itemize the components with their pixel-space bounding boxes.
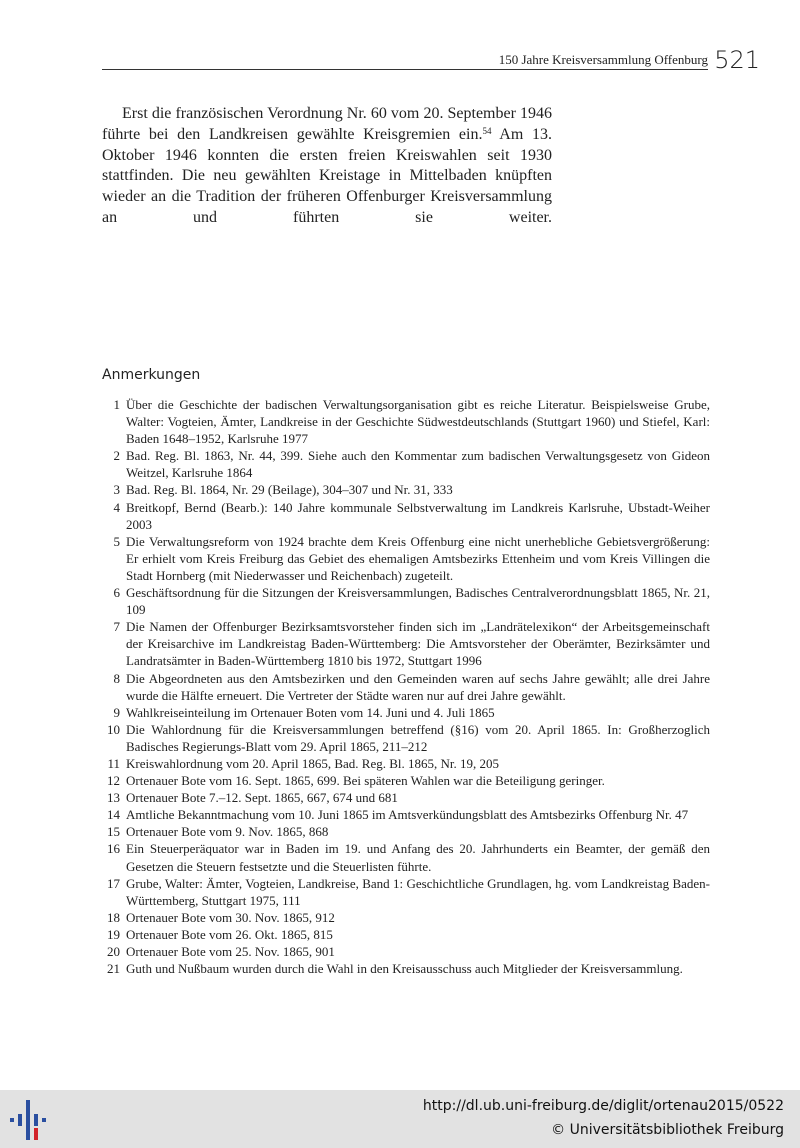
body-text-part-2: Am 13. Oktober 1946 konnten die ersten freien Kreiswahlen seit 1930 stattfinden. Die neu gewählten Kreistage in Mittelbaden knüpften wieder an die Tradition der früheren Offenburger Kreisversammlung an und führten sie weiter. bbox=[102, 125, 552, 226]
page-number: 521 bbox=[714, 46, 760, 74]
footnote-number: 3 bbox=[113, 482, 120, 498]
body-text bbox=[102, 104, 552, 250]
footnote-number: 4 bbox=[113, 499, 120, 515]
running-title: 150 Jahre Kreisversammlung Offenburg bbox=[498, 52, 708, 67]
footnote-text: Guth und Nußbaum wurden durch die Wahl in den Kreisausschuss auch Mitglieder der Kreisversammlung. bbox=[126, 961, 683, 977]
body-paragraph bbox=[102, 104, 552, 250]
footnote-number: 5 bbox=[113, 533, 120, 549]
footnote-item bbox=[98, 533, 710, 584]
footnote-text: Wahlkreiseinteilung im Ortenauer Boten vom 14. Juni und 4. Juli 1865 bbox=[126, 704, 495, 720]
footnote-text: Über die Geschichte der badischen Verwaltungsorganisation gibt es reiche Literatur. Beispielsweise Grube, Walter: Vogteien, Ämter, Landkreise in der Geschichte Südwestdeutschlands (Stuttgart 1960) und Stiefel, Karl: Baden 1648–1952, Karlsruhe 1977 bbox=[126, 397, 710, 447]
footnote-item bbox=[98, 772, 710, 789]
footnote-number: 17 bbox=[107, 875, 120, 891]
footnote-number: 8 bbox=[113, 670, 120, 686]
footnote-item bbox=[98, 875, 710, 909]
footer-copyright: © Universitätsbibliothek Freiburg bbox=[551, 1122, 784, 1138]
footnote-text: Ortenauer Bote vom 25. Nov. 1865, 901 bbox=[126, 944, 335, 959]
footnote-number: 2 bbox=[113, 448, 120, 464]
footnote-item bbox=[98, 481, 710, 498]
footnote-item bbox=[98, 943, 710, 960]
footnote-number: 9 bbox=[113, 704, 120, 720]
footnote-item bbox=[98, 618, 710, 669]
footnote-item bbox=[98, 447, 710, 481]
footnote-item bbox=[98, 823, 710, 840]
footer-bar bbox=[0, 1090, 800, 1148]
footnote-text: Ortenauer Bote vom 26. Okt. 1865, 815 bbox=[126, 926, 333, 942]
footnote-item bbox=[98, 704, 710, 721]
footnote-text: Bad. Reg. Bl. 1864, Nr. 29 (Beilage), 304–307 und Nr. 31, 333 bbox=[126, 482, 453, 498]
footnote-text: Ortenauer Bote vom 30. Nov. 1865, 912 bbox=[126, 909, 335, 925]
footnote-number: 16 bbox=[107, 841, 120, 857]
footnote-text: Ortenauer Bote 7.–12. Sept. 1865, 667, 674 und 681 bbox=[126, 790, 398, 806]
body-text-part-1: Erst die französischen Verordnung Nr. 60 vom 20. September 1946 führte bei den Landkreisen gewählte Kreisgremien ein. bbox=[102, 105, 552, 143]
footnote-number: 14 bbox=[107, 807, 120, 823]
footnote-item bbox=[98, 396, 710, 447]
footnote-text: Die Namen der Offenburger Bezirksamtsvorsteher finden sich im „Landrätelexikon“ der Arbeitsgemeinschaft der Kreisarchive im Landkreistag Baden-Württemberg: Die Amtsvorsteher der Oberämter, Bezirksämter und Landratsämter in Baden-Württemberg 1810 bis 1972, Stuttgart 1996 bbox=[126, 619, 710, 669]
footer-url-link[interactable]: http://dl.ub.uni-freiburg.de/diglit/ortenau2015/0522 bbox=[422, 1098, 784, 1114]
footnote-number: 11 bbox=[107, 755, 120, 771]
footnote-item bbox=[98, 806, 710, 823]
footnote-number: 18 bbox=[107, 909, 120, 925]
footnote-text: Breitkopf, Bernd (Bearb.): 140 Jahre kommunale Selbstverwaltung im Landkreis Karlsruhe, Ubstadt-Weiher 2003 bbox=[126, 499, 710, 532]
footnote-number: 6 bbox=[113, 585, 120, 601]
footnote-text: Grube, Walter: Ämter, Vogteien, Landkreise, Band 1: Geschichtliche Grundlagen, hg. vom Landkreistag Baden-Württemberg, Stuttgart 1975, 111 bbox=[126, 875, 710, 908]
footnote-number: 1 bbox=[113, 397, 120, 412]
footnote-text: Bad. Reg. Bl. 1863, Nr. 44, 399. Siehe auch den Kommentar zum badischen Verwaltungsgesetz von Gideon Weitzel, Karlsruhe 1864 bbox=[126, 448, 710, 481]
footnote-number: 10 bbox=[107, 721, 120, 737]
footnote-item bbox=[98, 670, 710, 704]
footnote-number: 19 bbox=[107, 926, 120, 942]
footnote-number: 12 bbox=[107, 773, 120, 789]
footnote-text: Kreiswahlordnung vom 20. April 1865, Bad. Reg. Bl. 1865, Nr. 19, 205 bbox=[126, 755, 500, 771]
footnote-text: Amtliche Bekanntmachung vom 10. Juni 1865 im Amtsverkündungsblatt des Amtsbezirks Offenburg Nr. 47 bbox=[126, 807, 689, 823]
footnote-text: Ortenauer Bote vom 16. Sept. 1865, 699. Bei späteren Wahlen war die Beteiligung geringer. bbox=[126, 773, 605, 789]
footnote-item bbox=[98, 584, 710, 618]
footnote-text: Geschäftsordnung für die Sitzungen der Kreisversammlungen, Badisches Centralverordnungsblatt 1865, Nr. 21, 109 bbox=[126, 585, 710, 618]
notes-heading: Anmerkungen bbox=[102, 367, 201, 383]
footnote-text: Die Verwaltungsreform von 1924 brachte dem Kreis Offenburg eine nicht unerhebliche Gebietsvergrößerung: Er erhielt vom Kreis Freiburg das Gebiet des ehemaligen Amtsbezirks Ettenheim und vom Kreis Villingen die Stadt Hornberg (mit Niederwasser und Reichenbach) zugeteilt. bbox=[126, 533, 710, 583]
footnote-item bbox=[98, 909, 710, 926]
ub-freiburg-logo-icon bbox=[6, 1096, 50, 1144]
footnote-number: 20 bbox=[107, 944, 120, 959]
notes-list bbox=[98, 396, 710, 977]
footnote-item bbox=[98, 926, 710, 943]
footnote-text: Ortenauer Bote vom 9. Nov. 1865, 868 bbox=[126, 824, 329, 840]
footnote-item bbox=[98, 789, 710, 806]
header-rule bbox=[102, 69, 708, 70]
footnote-item bbox=[98, 840, 710, 874]
footnote-number: 21 bbox=[107, 961, 120, 977]
footnote-item bbox=[98, 960, 710, 977]
footnote-item bbox=[98, 499, 710, 533]
footnote-text: Ein Steuerperäquator war in Baden im 19. und Anfang des 20. Jahrhunderts ein Beamter, der gemäß den Gesetzen die Steuern festsetzte und die Steuerlisten führte. bbox=[126, 841, 710, 874]
footnote-number: 7 bbox=[113, 619, 120, 635]
footnote-item bbox=[98, 755, 710, 772]
footnote-number: 15 bbox=[107, 824, 120, 840]
footnote-item bbox=[98, 721, 710, 755]
footnote-reference: 54 bbox=[482, 125, 492, 136]
footnote-text: Die Abgeordneten aus den Amtsbezirken und den Gemeinden waren auf sechs Jahre gewählt; alle drei Jahre wurde die Hälfte erneuert. Die Vertreter der Städte waren nur auf drei Jahre gewählt. bbox=[126, 670, 710, 703]
footnote-text: Die Wahlordnung für die Kreisversammlungen betreffend (§16) vom 20. April 1865. In: Großherzoglich Badisches Regierungs-Blatt vom 29. April 1865, 211–212 bbox=[126, 721, 710, 754]
footnote-number: 13 bbox=[107, 790, 120, 806]
